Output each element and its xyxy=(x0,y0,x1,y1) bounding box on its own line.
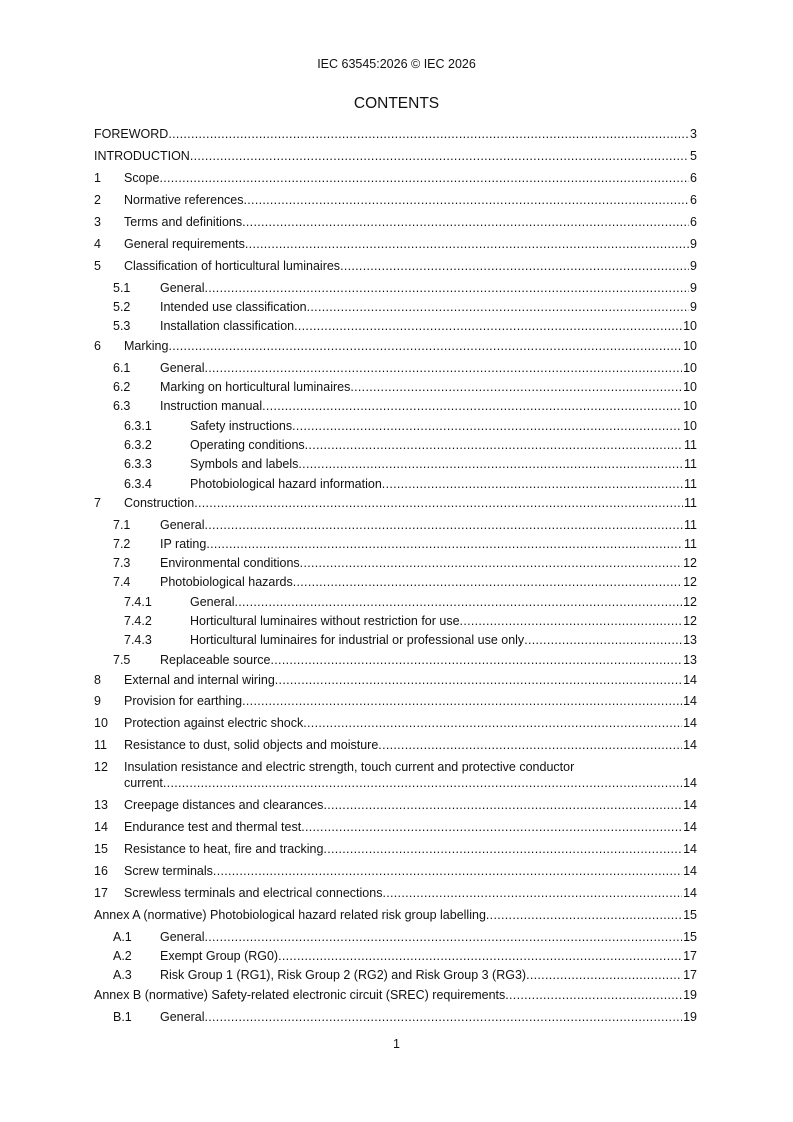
toc-entry-number: 6.3.4 xyxy=(124,477,152,491)
toc-entry-number: A.1 xyxy=(113,930,132,944)
dot-leader xyxy=(305,437,683,453)
toc-entry-page: 15 xyxy=(683,930,697,944)
toc-entry[interactable] xyxy=(94,885,697,901)
toc-entry[interactable] xyxy=(113,1009,697,1025)
toc-entry-title: Resistance to heat, fire and tracking xyxy=(124,842,324,856)
toc-entry-number: 5.3 xyxy=(113,319,131,333)
toc-entry[interactable] xyxy=(124,437,697,453)
dot-leader xyxy=(159,170,689,186)
toc-entry-number: 17 xyxy=(94,886,108,900)
toc-entry-page: 14 xyxy=(683,842,697,856)
toc-entry-title: General xyxy=(160,281,205,295)
toc-entry[interactable] xyxy=(94,907,697,923)
toc-entry-page: 10 xyxy=(683,419,697,433)
toc-entry-page: 10 xyxy=(683,339,697,353)
toc-entry[interactable] xyxy=(124,476,697,492)
toc-entry[interactable] xyxy=(94,192,697,208)
toc-entry-number: 6.3.2 xyxy=(124,438,152,452)
toc-entry-page: 17 xyxy=(683,949,697,963)
toc-entry-title: Installation classification xyxy=(160,319,295,333)
dot-leader xyxy=(486,907,682,923)
dot-leader xyxy=(204,929,682,945)
toc-entry-page: 12 xyxy=(683,614,697,628)
toc-entry-number: 6 xyxy=(94,339,101,353)
dot-leader xyxy=(242,214,689,230)
toc-entry[interactable] xyxy=(113,517,697,533)
dot-leader xyxy=(382,476,683,492)
toc-entry-number: 7 xyxy=(94,496,101,510)
toc-entry-title: Screwless terminals and electrical connections xyxy=(124,886,383,900)
toc-entry-number: 7.4.2 xyxy=(124,614,152,628)
dot-leader xyxy=(206,536,683,552)
toc-entry-page: 11 xyxy=(684,496,697,510)
toc-entry[interactable] xyxy=(124,594,697,610)
toc-entry-title: Insulation resistance and electric strength, touch current and protective conductor xyxy=(124,760,575,774)
toc-entry-title: FOREWORD xyxy=(94,127,169,141)
dot-leader xyxy=(524,632,682,648)
toc-entry-page: 19 xyxy=(683,1010,697,1024)
toc-entry[interactable] xyxy=(94,258,697,274)
dot-leader xyxy=(278,948,682,964)
toc-entry-page: 14 xyxy=(683,694,697,708)
dot-leader xyxy=(382,885,682,901)
toc-entry[interactable] xyxy=(94,819,697,835)
toc-entry-page: 11 xyxy=(684,438,697,452)
toc-entry[interactable] xyxy=(94,214,697,230)
toc-entry-title-block xyxy=(124,759,697,793)
toc-entry-number: 11 xyxy=(94,738,107,752)
toc-entry-page: 6 xyxy=(690,171,697,185)
toc-entry-number: 16 xyxy=(94,864,108,878)
toc-entry[interactable] xyxy=(94,148,697,164)
toc-entry-number: 7.4.1 xyxy=(124,595,152,609)
toc-entry[interactable] xyxy=(94,841,697,857)
toc-entry[interactable] xyxy=(113,948,697,964)
toc-entry-title: Marking on horticultural luminaires xyxy=(160,380,351,394)
toc-entry-page: 11 xyxy=(684,477,697,491)
toc-entry-page: 17 xyxy=(683,968,697,982)
toc-entry[interactable] xyxy=(113,360,697,376)
toc-entry-title: General xyxy=(160,518,205,532)
toc-entry-title: Terms and definitions xyxy=(124,215,243,229)
toc-entry[interactable] xyxy=(113,967,697,983)
dot-leader xyxy=(244,192,690,208)
toc-entry-page: 14 xyxy=(683,886,697,900)
toc-entry-title: Normative references xyxy=(124,193,244,207)
toc-entry[interactable] xyxy=(113,652,697,668)
dot-leader xyxy=(163,775,682,791)
toc-entry-number: 6.3 xyxy=(113,399,131,413)
toc-entry[interactable] xyxy=(94,715,697,731)
toc-entry-number: 7.2 xyxy=(113,537,131,551)
toc-entry-page: 11 xyxy=(684,457,697,471)
toc-entry-title: Horticultural luminaires for industrial or professional use only xyxy=(190,633,525,647)
toc-entry-page: 6 xyxy=(690,215,697,229)
toc-entry-number: B.1 xyxy=(113,1010,132,1024)
dot-leader xyxy=(204,1009,682,1025)
toc-entry-number: 7.5 xyxy=(113,653,131,667)
toc-entry-page: 6 xyxy=(690,193,697,207)
toc-entry[interactable] xyxy=(113,299,697,315)
dot-leader xyxy=(262,398,682,414)
toc-entry-title: Resistance to dust, solid objects and moisture xyxy=(124,738,379,752)
dot-leader xyxy=(323,797,682,813)
toc-entry-title: Annex B (normative) Safety-related electronic circuit (SREC) requirements xyxy=(94,988,506,1002)
dot-leader xyxy=(242,693,682,709)
toc-entry-title-continued: current xyxy=(124,776,163,790)
toc-entry-number: 5 xyxy=(94,259,101,273)
toc-entry-title: Annex A (normative) Photobiological hazard related risk group labelling xyxy=(94,908,486,922)
dot-leader xyxy=(460,613,683,629)
toc-entry-number: A.3 xyxy=(113,968,132,982)
toc-entry[interactable] xyxy=(94,170,697,186)
dot-leader xyxy=(194,495,683,511)
toc-entry-title: Environmental conditions xyxy=(160,556,300,570)
toc-entry-page: 5 xyxy=(690,149,697,163)
toc-entry[interactable] xyxy=(94,693,697,709)
dot-leader xyxy=(505,987,682,1003)
toc-entry-title: Creepage distances and clearances xyxy=(124,798,324,812)
toc-entry[interactable] xyxy=(113,929,697,945)
toc-entry[interactable] xyxy=(113,536,697,552)
dot-leader xyxy=(303,715,682,731)
toc-entry-title: Risk Group 1 (RG1), Risk Group 2 (RG2) and Risk Group 3 (RG3) xyxy=(160,968,527,982)
toc-entry-number: A.2 xyxy=(113,949,132,963)
toc-entry-title: IP rating xyxy=(160,537,207,551)
toc-entry-page: 14 xyxy=(683,673,697,687)
dot-leader xyxy=(213,863,682,879)
toc-entry-number: 8 xyxy=(94,673,101,687)
toc-entry-number: 9 xyxy=(94,694,101,708)
toc-entry[interactable] xyxy=(124,632,697,648)
toc-entry-page: 13 xyxy=(683,653,697,667)
toc-entry-number: 5.2 xyxy=(113,300,131,314)
toc-entry[interactable] xyxy=(94,737,697,753)
toc-entry-page: 12 xyxy=(683,575,697,589)
toc-entry-title: General requirements xyxy=(124,237,245,251)
toc-entry-page: 12 xyxy=(683,556,697,570)
toc-entry-title: External and internal wiring xyxy=(124,673,275,687)
toc-entry[interactable] xyxy=(124,418,697,434)
toc-entry[interactable] xyxy=(124,456,697,472)
toc-entry-page: 15 xyxy=(683,908,697,922)
toc-entry-number: 4 xyxy=(94,237,101,251)
toc-entry-page: 9 xyxy=(690,300,697,314)
toc-entry[interactable] xyxy=(94,126,697,142)
dot-leader xyxy=(204,280,689,296)
toc-entry-title: Safety instructions xyxy=(190,419,293,433)
toc-entry-page: 9 xyxy=(690,237,697,251)
toc-entry[interactable] xyxy=(94,672,697,688)
toc-entry-title: Photobiological hazards xyxy=(160,575,293,589)
dot-leader xyxy=(340,258,689,274)
toc-entry-title: Provision for earthing xyxy=(124,694,243,708)
toc-entry-number: 14 xyxy=(94,820,108,834)
dot-leader xyxy=(275,672,682,688)
toc-entry-number: 1 xyxy=(94,171,101,185)
dot-leader xyxy=(307,299,689,315)
toc-entry-title: Horticultural luminaires without restriction for use xyxy=(190,614,460,628)
toc-entry-title: INTRODUCTION xyxy=(94,149,190,163)
dot-leader xyxy=(323,841,682,857)
dot-leader xyxy=(292,418,682,434)
toc-entry-title: Protection against electric shock xyxy=(124,716,304,730)
toc-entry-page: 9 xyxy=(690,281,697,295)
dot-leader xyxy=(204,360,682,376)
dot-leader xyxy=(245,236,689,252)
dot-leader xyxy=(234,594,682,610)
toc-entry-number: 7.3 xyxy=(113,556,131,570)
toc-entry-number: 6.2 xyxy=(113,380,131,394)
toc-entry-number: 5.1 xyxy=(113,281,131,295)
page-number: 1 xyxy=(393,1037,400,1051)
toc-entry-title: Replaceable source xyxy=(160,653,271,667)
dot-leader xyxy=(204,517,683,533)
dot-leader xyxy=(298,456,683,472)
toc-entry[interactable] xyxy=(124,613,697,629)
dot-leader xyxy=(168,338,682,354)
toc-entry-number: 15 xyxy=(94,842,108,856)
toc-entry-number: 7.4.3 xyxy=(124,633,152,647)
toc-entry-page: 14 xyxy=(683,776,697,790)
dot-leader xyxy=(526,967,682,983)
toc-entry-page: 10 xyxy=(683,361,697,375)
toc-entry[interactable] xyxy=(113,574,697,590)
toc-entry-title: Exempt Group (RG0) xyxy=(160,949,279,963)
toc-entry-title: Screw terminals xyxy=(124,864,213,878)
toc-entry-page: 14 xyxy=(683,798,697,812)
toc-entry-title: General xyxy=(160,361,205,375)
toc-entry-number: 12 xyxy=(94,760,108,774)
dot-leader xyxy=(350,379,682,395)
dot-leader xyxy=(294,318,682,334)
toc-entry-page: 13 xyxy=(683,633,697,647)
toc-entry-number: 6.1 xyxy=(113,361,131,375)
toc-entry-title: Scope xyxy=(124,171,160,185)
toc-entry-title: Intended use classification xyxy=(160,300,307,314)
toc-entry-page: 10 xyxy=(683,319,697,333)
toc-entry-page: 11 xyxy=(684,537,697,551)
toc-entry-page: 10 xyxy=(683,380,697,394)
running-header: IEC 63545:2026 © IEC 2026 xyxy=(317,57,476,71)
dot-leader xyxy=(190,148,689,164)
page-title: CONTENTS xyxy=(353,95,440,112)
toc-entry[interactable] xyxy=(113,280,697,296)
toc-entry-page: 14 xyxy=(683,864,697,878)
toc-entry-page: 12 xyxy=(683,595,697,609)
toc-entry-number: 7.4 xyxy=(113,575,131,589)
toc-entry-title: General xyxy=(160,1010,205,1024)
toc-entry-title: Photobiological hazard information xyxy=(190,477,382,491)
dot-leader xyxy=(293,574,682,590)
toc-entry-page: 11 xyxy=(684,518,697,532)
toc-entry[interactable] xyxy=(113,318,697,334)
toc-entry-page: 9 xyxy=(690,259,697,273)
toc-entry-number: 6.3.1 xyxy=(124,419,152,433)
toc-entry-title: Operating conditions xyxy=(190,438,305,452)
toc-entry-title: Endurance test and thermal test xyxy=(124,820,302,834)
toc-entry-number: 2 xyxy=(94,193,101,207)
toc-entry-number: 13 xyxy=(94,798,108,812)
toc-entry-title: Symbols and labels xyxy=(190,457,299,471)
toc-entry-number: 7.1 xyxy=(113,518,131,532)
toc-entry-title: General xyxy=(160,930,205,944)
dot-leader xyxy=(271,652,683,668)
toc-entry-number: 10 xyxy=(94,716,108,730)
toc-entry-page: 14 xyxy=(683,716,697,730)
toc-entry-title: Classification of horticultural luminaires xyxy=(124,259,341,273)
toc-entry-page: 14 xyxy=(683,820,697,834)
toc-entry-title: Instruction manual xyxy=(160,399,263,413)
toc-entry[interactable] xyxy=(94,797,697,813)
toc-entry-page: 19 xyxy=(683,988,697,1002)
toc-entry[interactable] xyxy=(113,398,697,414)
toc-entry[interactable] xyxy=(113,555,697,571)
toc-entry[interactable] xyxy=(94,495,697,511)
toc-entry-number: 6.3.3 xyxy=(124,457,152,471)
toc-entry-page: 3 xyxy=(690,127,697,141)
toc-entry-title: Marking xyxy=(124,339,169,353)
toc-entry[interactable] xyxy=(94,987,697,1003)
dot-leader xyxy=(301,819,682,835)
toc-entry-page: 14 xyxy=(683,738,697,752)
toc-entry-line xyxy=(124,775,697,791)
toc-entry[interactable] xyxy=(94,338,697,354)
toc-entry-number: 3 xyxy=(94,215,101,229)
toc-entry[interactable] xyxy=(94,759,697,793)
toc-entry[interactable] xyxy=(113,379,697,395)
dot-leader xyxy=(168,126,689,142)
toc-entry-page: 10 xyxy=(683,399,697,413)
dot-leader xyxy=(378,737,682,753)
toc-entry[interactable] xyxy=(94,863,697,879)
toc-entry-title: General xyxy=(190,595,235,609)
toc-entry[interactable] xyxy=(94,236,697,252)
toc-entry-title: Construction xyxy=(124,496,195,510)
dot-leader xyxy=(300,555,682,571)
